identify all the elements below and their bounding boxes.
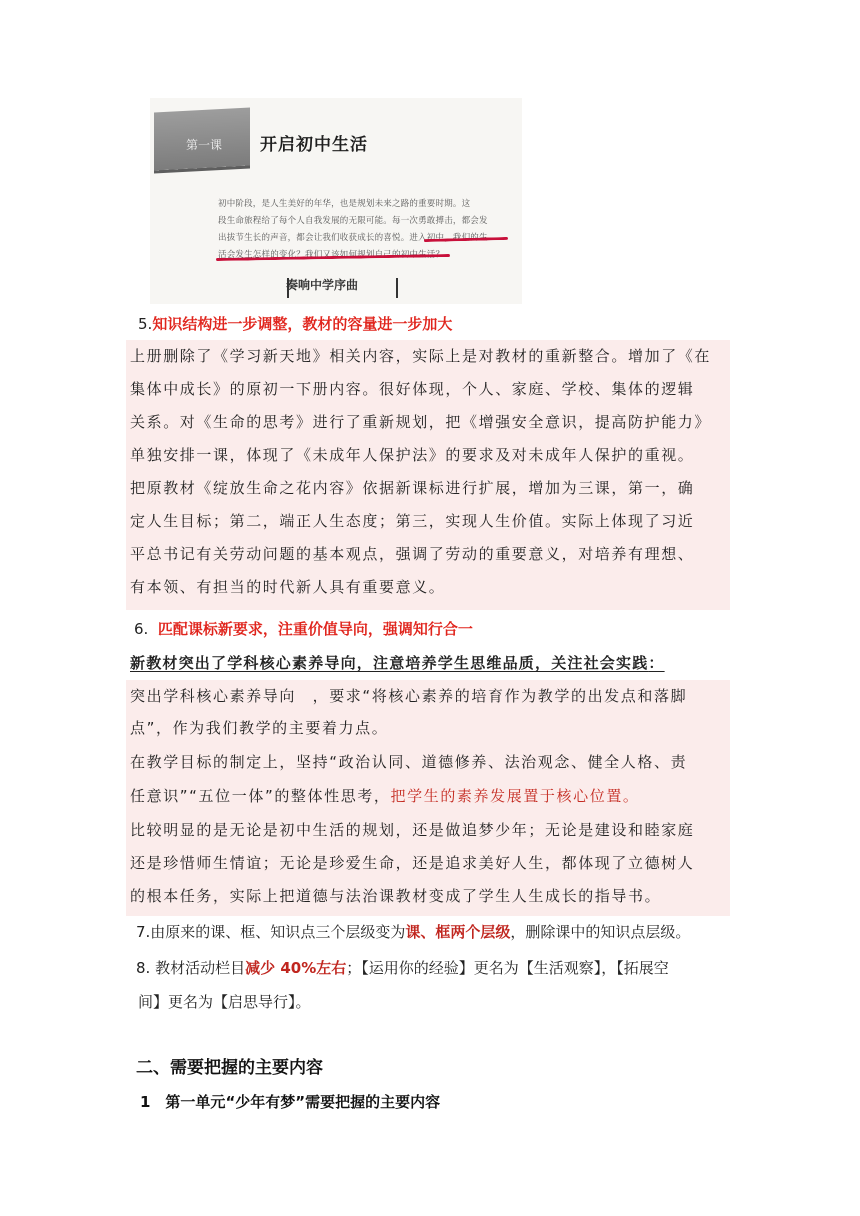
section-title: 知识结构进一步调整，教材的容量进一步加大 [152,315,453,333]
intro-line: 初中阶段，是人生美好的年华，也是规划未来之路的重要时期。这 [218,199,471,209]
intro-line: 活会发生怎样的变化？我们又该如何规划自己的初中生活？ [218,250,445,260]
title-bar-right [396,278,398,298]
section8-highlight: 减少 40%左右 [245,959,347,977]
intro-paragraph [218,196,506,264]
section-number: 6. [134,620,149,638]
emphasis-end: ： [648,654,665,672]
paragraph-line: 上册删除了《学习新天地》相关内容，实际上是对教材的重新整合。增加了《在 [130,347,712,365]
core-highlight: 把学生的素养发展置于核心位置。 [390,787,640,805]
lesson-title: 开启初中生活 [260,135,368,155]
section7-suffix: ，删除课中的知识点层级。 [510,923,691,941]
part2-subheading: 1 第一单元“少年有梦”需要把握的主要内容 [140,1093,441,1111]
paragraph-line: 比较明显的是无论是初中生活的规划，还是做追梦少年；无论是建设和睦家庭 [130,821,695,839]
paragraph-line: 还是珍惜师生情谊；无论是珍爱生命，还是追求美好人生，都体现了立德树人 [130,854,695,872]
section8-suffix: ；【运用你的经验】更名为【生活观察】，【拓展空 [346,959,669,977]
section8-prefix: 8. 教材活动栏目 [136,959,246,977]
paragraph-text: 任意识”“五位一体”的整体性思考， [130,787,391,805]
paragraph-line: 平总书记有关劳动问题的基本观点，强调了劳动的重要意义，对培养有理想、 [130,545,695,563]
section7-highlight: 课、框两个层级 [405,923,511,941]
paragraph-line: 突出学科核心素养导向 ，要求“将核心素养的培育作为教学的出发点和落脚 [130,687,688,705]
paragraph-line: 有本领、有担当的时代新人具有重要意义。 [130,578,446,596]
paragraph-line: 单独安排一课，体现了《未成年人保护法》的要求及对未成年人保护的重视。 [130,446,695,464]
intro-line: 段生命旅程给了每个人自我发展的无限可能。每一次勇敢搏击，都会发 [218,216,488,226]
textbook-photo [150,98,522,304]
paragraph-line: 把原教材《绽放生命之花内容》依据新课标进行扩展，增加为三课，第一，确 [130,479,695,497]
section6-emphasis [130,653,665,673]
section5-heading [138,314,452,334]
section8-line2: 间】更名为【启思导行】。 [138,993,311,1011]
paragraph-line: 关系。对《生命的思考》进行了重新规划，把《增强安全意识，提高防护能力》 [130,413,712,431]
paragraph-line: 在教学目标的制定上，坚持“政治认同、道德修养、法治观念、健全人格、责 [130,753,688,771]
section7-line [136,922,690,942]
paragraph-line: 的根本任务，实际上把道德与法治课教材变成了学生人生成长的指导书。 [130,887,662,905]
section-number: 5. [138,315,153,333]
paragraph-line: 点”，作为我们教学的主要着力点。 [130,719,389,737]
lesson-tab-label: 第一课 [186,138,223,152]
paragraph-line: 定人生目标；第二，端正人生态度；第三，实现人生价值。实际上体现了习近 [130,512,695,530]
paragraph-line: 集体中成长》的原初一下册内容。很好体现，个人、家庭、学校、集体的逻辑 [130,380,695,398]
part2-heading: 二、需要把握的主要内容 [136,1058,323,1078]
section-title: 匹配课标新要求，注重价值导向，强调知行合一 [157,620,473,638]
section7-prefix: 7.由原来的课、框、知识点三个层级变为 [136,923,406,941]
subsection-title: 奏响中学序曲 [286,278,359,292]
emphasis-text: 新教材突出了学科核心素养导向，注意培养学生思维品质，关注社会实践 [130,654,649,672]
intro-line: 出拔节生长的声音，都会让我们收获成长的喜悦。进入初中，我们的生 [218,233,488,243]
section6-heading [134,619,473,639]
section8-line [136,958,669,978]
paragraph-line [130,786,640,806]
